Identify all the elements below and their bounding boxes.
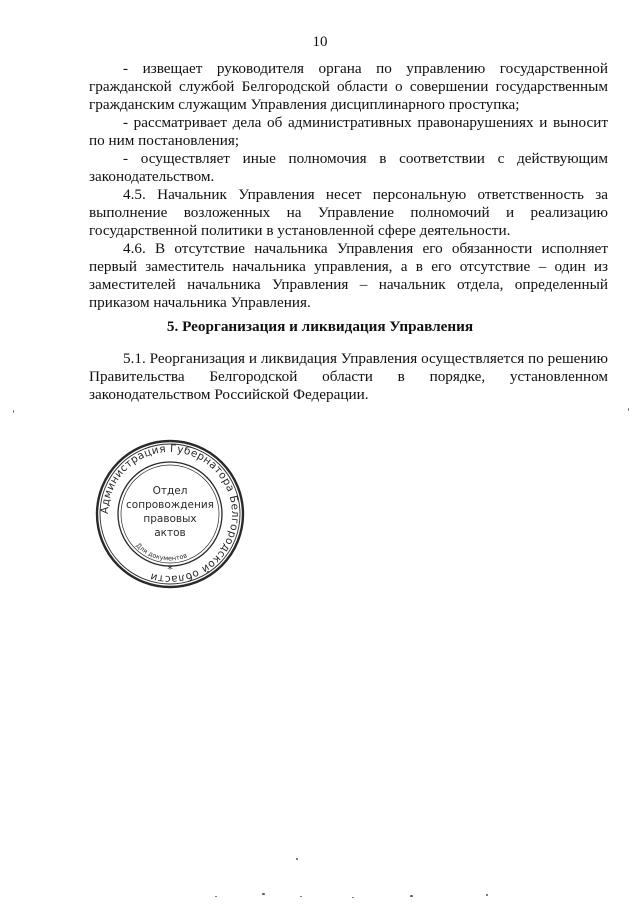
paragraph: 4.5. Начальник Управления несет персональную ответственность за выполнение возложенных на Управление полномочий и реализацию государственной политики в установленной сфере деятельности. xyxy=(89,186,608,239)
svg-text:Для документов xyxy=(134,541,188,562)
scan-speck xyxy=(262,893,265,895)
scan-speck xyxy=(296,858,298,860)
stamp-center-line: актов xyxy=(154,527,186,539)
paragraph: - осуществляет иные полномочия в соответствии с действующим законодательством. xyxy=(89,150,608,185)
stamp-outer-text: Администрация Губернатора Белгородской области xyxy=(98,442,242,586)
body-text-top xyxy=(89,60,608,312)
stamp-center-line: правовых xyxy=(143,513,197,525)
stamp-center-line: сопровождения xyxy=(126,499,214,511)
scan-speck xyxy=(486,894,488,896)
stamp-star: * xyxy=(167,563,173,576)
paragraph: - извещает руководителя органа по управлению государственной гражданской службой Белгородской области о совершении государственным гражданским служащим Управления дисциплинарного проступка; xyxy=(89,60,608,113)
scan-speck xyxy=(13,410,14,413)
scan-speck xyxy=(300,896,302,897)
official-stamp xyxy=(95,439,245,589)
body-text-bottom xyxy=(89,350,608,404)
page-number: 10 xyxy=(312,34,328,50)
scan-speck xyxy=(352,897,354,898)
scan-speck xyxy=(410,895,413,897)
stamp-center-line: Отдел xyxy=(152,485,188,497)
stamp-inner-text: Для документов xyxy=(134,541,189,563)
scan-speck xyxy=(628,408,629,411)
section-heading: 5. Реорганизация и ликвидация Управления xyxy=(166,318,474,335)
paragraph: - рассматривает дела об административных правонарушениях и выносит по ним постановления; xyxy=(89,114,608,149)
scan-speck xyxy=(215,896,217,897)
paragraph: 5.1. Реорганизация и ликвидация Управления осуществляется по решению Правительства Белгородской области в порядке, установленном законодательством Российской Федерации. xyxy=(89,350,608,403)
paragraph: 4.6. В отсутствие начальника Управления его обязанности исполняет первый заместитель начальника управления, а в его отсутствие – один из заместителей начальника Управления – начальник отдела, определенный приказом начальника Управления. xyxy=(89,240,608,311)
